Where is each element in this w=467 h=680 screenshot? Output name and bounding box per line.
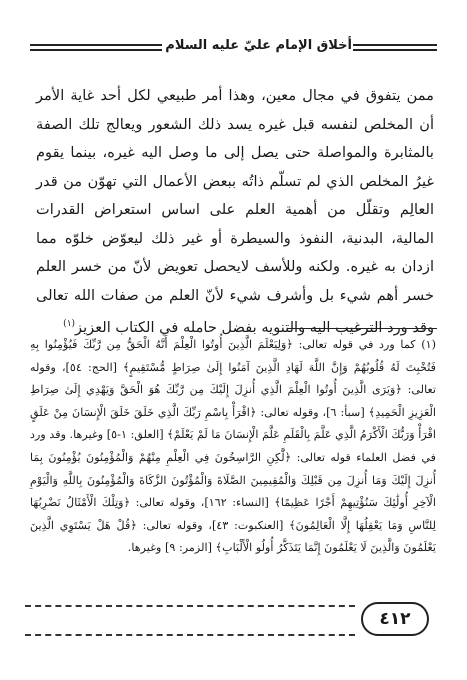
page-number-badge xyxy=(361,602,429,636)
page-footer xyxy=(25,602,442,642)
page-number: ٤١٢ xyxy=(379,609,411,629)
footer-dashed-rule-top xyxy=(25,605,355,607)
footnote-number: (١) xyxy=(421,338,436,351)
header-rule-right-bottom xyxy=(353,49,437,51)
footer-dashed-rule-bottom xyxy=(25,634,355,636)
running-header-title: أخلاق الإمام عليّ عليه السلام xyxy=(165,38,352,53)
running-header xyxy=(30,34,437,64)
main-text xyxy=(36,82,434,342)
footnote xyxy=(30,334,436,560)
footnote-reference-marker: (١) xyxy=(63,319,76,329)
main-paragraph-text: ممن يتفوق في مجال معين، وهذا أمر طبيعي لكل أحد غاية الأمر أن المخلص لنفسه قبل غيره يسد ذلك الشعور ويعالج تلك الصفة بالمثابرة والمواصلة حتى يصل إلى ما وصل اليه غيره، بينما يقوم غيرُ المخلص الذي لم تسلّم ذاتُه ببعض الأعمال التي تهوّن من قدر العالِم وتقلّل من أهمية العلم على اساس استعراض القدرات المالية، البدنية، النفوذ والسيطرة أو غير ذلك ليعوّض خلوّه مما ازدان به غيره. ولكنه وللأسف لايحصل تعويض لأنّ من خسر العلم خسر أهم شيء بل وأشرف شيء لأنّ العلم من صفات الله تعالى وقد ورد الترغيب اليه والتنويه بفضل حامله في الكتاب العزيز xyxy=(36,87,434,336)
footnote-text: كما ورد في قوله تعالى: ﴿وَلِيَعْلَمَ الَّذِينَ أُوتُوا الْعِلْمَ أَنَّهُ الْحَقُّ مِن رَّبِّكَ فَيُؤْمِنُوا بِهِ فَتُخْبِتَ لَهُ قُلُوبُهُمْ وَإِنَّ اللَّهَ لَهَادِ الَّذِينَ آمَنُوا إِلَىٰ صِرَاطٍ مُّسْتَقِيمٍ﴾ [الحج: ٥٤]، وقوله تعالى: ﴿وَيَرَى الَّذِينَ أُوتُوا الْعِلْمَ الَّذِي أُنزِلَ إِلَيْكَ مِن رَّبِّكَ هُوَ الْحَقَّ وَيَهْدِي إِلَىٰ صِرَاطِ الْعَزِيزِ الْحَمِيدِ﴾ [سبأ: ٦]، وقوله تعالى: ﴿اقْرَأْ بِاسْمِ رَبِّكَ الَّذِي خَلَقَ خَلَقَ الْإِنسَانَ مِنْ عَلَقٍ اقْرَأْ وَرَبُّكَ الْأَكْرَمُ الَّذِي عَلَّمَ بِالْقَلَمِ عَلَّمَ الْإِنسَانَ مَا لَمْ يَعْلَمْ﴾ [العلق: ١-٥] وغيرها. وقد ورد في فضل العلماء قوله تعالى: ﴿لَّٰكِنِ الرَّاسِخُونَ فِي الْعِلْمِ مِنْهُمْ وَالْمُؤْمِنُونَ يُؤْمِنُونَ بِمَا أُنزِلَ إِلَيْكَ وَمَا أُنزِلَ مِن قَبْلِكَ وَالْمُقِيمِينَ الصَّلَاةَ وَالْمُؤْتُونَ الزَّكَاةَ وَالْمُؤْمِنُونَ بِاللَّهِ وَالْيَوْمِ الْآخِرِ أُولَٰئِكَ سَنُؤْتِيهِمْ أَجْرًا عَظِيمًا﴾ [النساء: ١٦٢]، وقوله تعالى: ﴿وَتِلْكَ الْأَمْثَالُ نَضْرِبُهَا لِلنَّاسِ وَمَا يَعْقِلُهَا إِلَّا الْعَالِمُونَ﴾ [العنكبوت: ٤٣]، وقوله تعالى: ﴿قُلْ هَلْ يَسْتَوِي الَّذِينَ يَعْلَمُونَ وَالَّذِينَ لَا يَعْلَمُونَ إِنَّمَا يَتَذَكَّرُ أُولُو الْأَلْبَابِ﴾ [الزمر: ٩] وغيرها. xyxy=(30,338,437,555)
footnote-separator xyxy=(287,328,437,329)
footnote-paragraph xyxy=(30,334,436,560)
header-rule-left-top xyxy=(30,44,162,46)
main-paragraph xyxy=(36,82,434,342)
header-rule-right-top xyxy=(353,44,437,46)
header-rule-left-bottom xyxy=(30,49,162,51)
